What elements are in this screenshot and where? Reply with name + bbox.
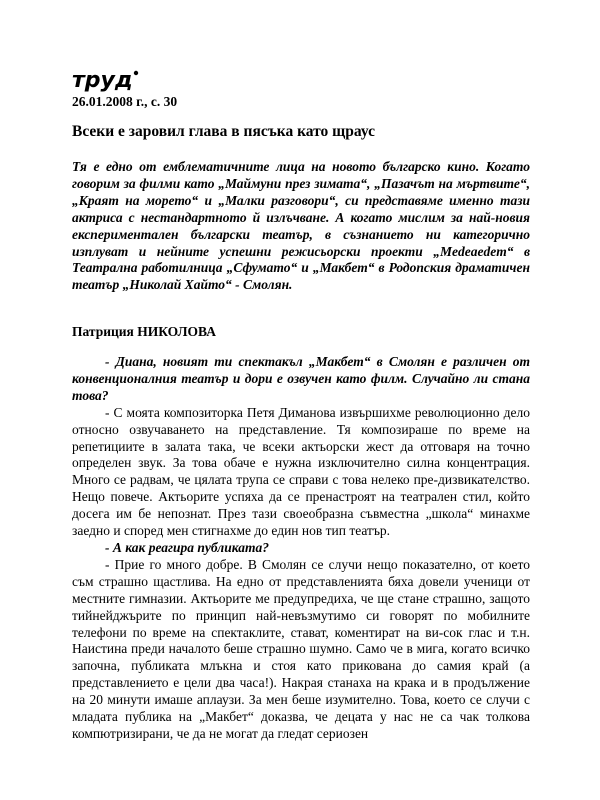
interview-body [72,354,530,743]
article-lead: Тя е едно от емблематичните лица на новото българско кино. Когато говорим за филми като „Маймуни през зимата“, „Пазачът на мъртвите“, „Краят на морето“ и „Малки разговори“, си представяме именно тази актриса с нестандартното й излъчване. А когато мислим за най-новия експериментален български театър, в съзнанието ни категорично изплуват и нейните успешни режисьорски проекти „Medeaedem“ в Театрална работилница „Сфумато“ и „Макбет“ в Родопския драматичен театър „Николай Хайто“ - Смолян. [72,159,530,293]
interview-question: - А как реагира публиката? [105,539,269,555]
article-headline: Всеки е заровил глава в пясъка като щраус [72,123,376,140]
interview-answer: - С моята композиторка Петя Диманова извършихме революционно дело относно озвучаването на представление. Тя композираше по време на репетициите в залата така, че всеки актьорски жест да отговаря на точно определен звук. За това обаче е нужна изключително силна концентрация. Много се радвам, че цялата трупа се справи с това нелеко пре-дизвикателство. Нещо повече. Актьорите успяха да се пренастроят на театрален стил, който досега им бе непознат. През тази своеобразна съвместна „школа“ минахме заедно и според мен стигнахме до един нов тип театър. [72,404,530,539]
interview-question: - Диана, новият ти спектакъл „Макбет“ в Смолян е различен от конвенционалния театър и дори е озвучен като филм. Случайно ли стана това? [72,354,530,403]
logo-text: труд [72,68,133,93]
logo-dot-icon [134,71,138,75]
interview-answer: - Прие го много добре. В Смолян се случи нещо показателно, от което съм страшно щастлива. На едно от представленията бяха довели ученици от местните гимназии. Актьорите ме предупредиха, че ще стане страшно, защото тийнейджърите по принцип най-невъзмутимо си говорят по мобилните телефони по време на спектаклите, стават, коментират на ви-сок глас и т.н. Наистина преди началото беше страшно шумно. Само че в мига, когато всичко започна, публиката млъкна и стоя като прикована до самия край (а представлението е цели два часа!). Накрая станаха на крака и в продължение на 20 минути имаше аплаузи. За мен беше изумително. Това, което се случи с младата публика на „Макбет“ доказва, че децата у нас не са чак толкова компютризирани, че да не могат да гледат сериозен [72,556,530,741]
article-author: Патриция НИКОЛОВА [72,324,216,339]
newspaper-logo [72,66,142,94]
publication-date: 26.01.2008 г., с. 30 [72,94,178,109]
